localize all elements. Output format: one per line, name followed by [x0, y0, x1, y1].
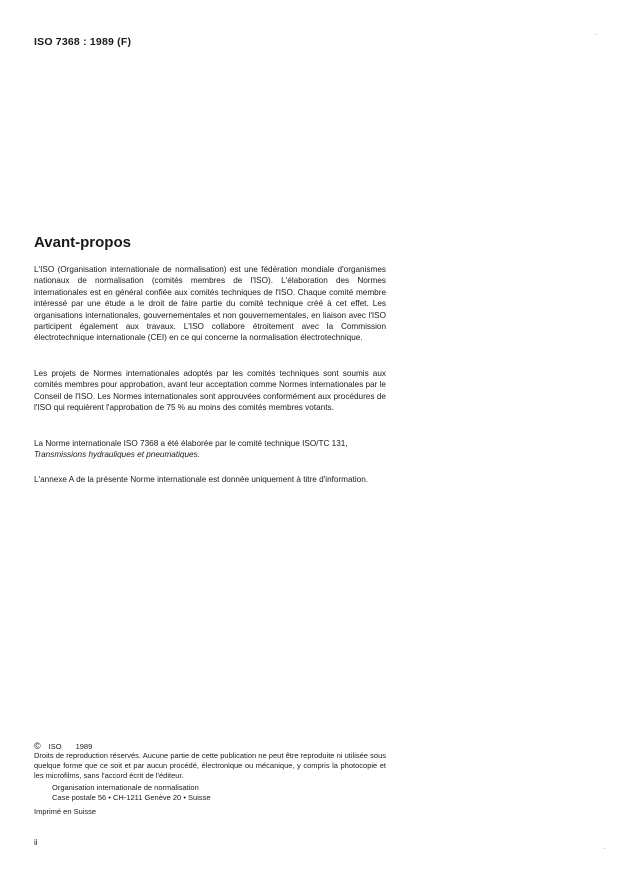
scan-speck [604, 848, 605, 849]
copyright-org: ISO [48, 742, 62, 751]
paragraph-annex: L'annexe A de la présente Norme internationale est donnée uniquement à titre d'information. [34, 475, 369, 484]
standard-header: ISO 7368 : 1989 (F) [34, 36, 132, 48]
rights-notice: Droits de reproduction réservés. Aucune partie de cette publication ne peut être reproduite ni utilisée sous quelque forme que ce soit et par aucun procédé, électronique ou mécanique, y compris la photocopie et les microfilms, sans l'accord écrit de l'éditeur. [34, 751, 386, 780]
publisher-block [52, 783, 211, 803]
printed-in: Imprimé en Suisse [34, 807, 97, 816]
committee-title: Transmissions hydrauliques et pneumatiques. [34, 450, 200, 460]
scan-speck [596, 34, 597, 35]
paragraph-iso-intro: L'ISO (Organisation internationale de normalisation) est une fédération mondiale d'organismes nationaux de normalisation (comités membres de l'ISO). L'élaboration des Normes internationales est en général confiée aux comités techniques de l'ISO. Chaque comité membre intéressé par une étude a le droit de faire partie du comité technique créé à cet effet. Les organisations internationales, gouvernementales et non gouvernementales, en liaison avec l'ISO participent également aux travaux. L'ISO collabore étroitement avec la Commission électrotechnique internationale (CEI) en ce qui concerne la normalisation électrotechnique. [34, 265, 386, 343]
publisher-address: Case postale 56 • CH-1211 Genève 20 • Suisse [52, 793, 211, 802]
paragraph-approval: Les projets de Normes internationales adoptés par les comités techniques sont soumis aux comités membres pour approbation, avant leur acceptation comme Normes internationales par le Conseil de l'ISO. Les Normes internationales sont approuvées conformément aux procédures de l'ISO qui requièrent l'approbation de 75 % au moins des comités membres votants. [34, 369, 386, 413]
publisher-name: Organisation internationale de normalisation [52, 783, 199, 792]
copyright-year: 1989 [75, 742, 93, 751]
page-number: ii [34, 838, 38, 847]
section-title: Avant-propos [34, 234, 131, 251]
committee-text: La Norme internationale ISO 7368 a été élaborée par le comité technique ISO/TC 131, [34, 439, 348, 448]
paragraph-committee [34, 438, 386, 461]
copyright-icon: © [34, 741, 41, 751]
